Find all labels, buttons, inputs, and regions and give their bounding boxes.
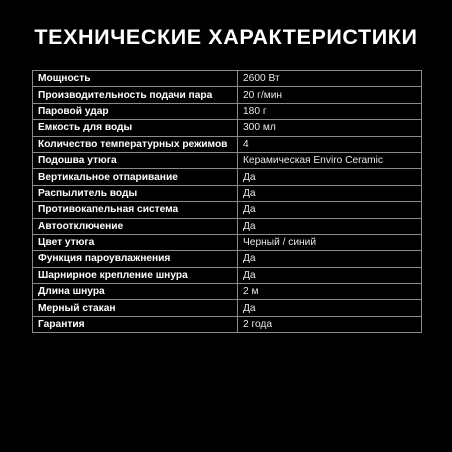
- table-row: [33, 120, 422, 136]
- spec-name: Длина шнура: [33, 284, 238, 300]
- spec-name: Количество температурных режимов: [33, 136, 238, 152]
- spec-value: 2600 Вт: [238, 71, 422, 87]
- spec-value: 180 г: [238, 103, 422, 119]
- spec-value: 20 г/мин: [238, 87, 422, 103]
- page-title: ТЕХНИЧЕСКИЕ ХАРАКТЕРИСТИКИ: [34, 25, 418, 49]
- spec-value: 4: [238, 136, 422, 152]
- spec-value: 2 м: [238, 284, 422, 300]
- spec-value: Да: [238, 251, 422, 267]
- spec-value: Черный / синий: [238, 234, 422, 250]
- spec-name: Паровой удар: [33, 103, 238, 119]
- spec-value: 300 мл: [238, 120, 422, 136]
- table-row: [33, 136, 422, 152]
- spec-name: Вертикальное отпаривание: [33, 169, 238, 185]
- spec-name: Шарнирное крепление шнура: [33, 267, 238, 283]
- table-row: [33, 202, 422, 218]
- table-row: [33, 234, 422, 250]
- specs-table-body: [33, 71, 422, 333]
- spec-value: Керамическая Enviro Ceramic: [238, 152, 422, 168]
- table-row: [33, 103, 422, 119]
- spec-name: Функция пароувлажнения: [33, 251, 238, 267]
- spec-value: Да: [238, 169, 422, 185]
- specs-table: [32, 70, 422, 333]
- table-row: [33, 284, 422, 300]
- spec-name: Производительность подачи пара: [33, 87, 238, 103]
- spec-value: Да: [238, 267, 422, 283]
- table-row: [33, 87, 422, 103]
- spec-name: Гарантия: [33, 316, 238, 332]
- spec-name: Подошва утюга: [33, 152, 238, 168]
- spec-name: Противокапельная система: [33, 202, 238, 218]
- spec-name: Емкость для воды: [33, 120, 238, 136]
- table-row: [33, 71, 422, 87]
- table-row: [33, 267, 422, 283]
- spec-value: Да: [238, 202, 422, 218]
- table-row: [33, 218, 422, 234]
- table-row: [33, 316, 422, 332]
- table-row: [33, 251, 422, 267]
- spec-value: Да: [238, 300, 422, 316]
- spec-name: Автоотключение: [33, 218, 238, 234]
- table-row: [33, 152, 422, 168]
- spec-name: Распылитель воды: [33, 185, 238, 201]
- spec-value: Да: [238, 218, 422, 234]
- spec-name: Мощность: [33, 71, 238, 87]
- spec-value: Да: [238, 185, 422, 201]
- table-row: [33, 169, 422, 185]
- spec-value: 2 года: [238, 316, 422, 332]
- spec-name: Цвет утюга: [33, 234, 238, 250]
- spec-name: Мерный стакан: [33, 300, 238, 316]
- table-row: [33, 300, 422, 316]
- table-row: [33, 185, 422, 201]
